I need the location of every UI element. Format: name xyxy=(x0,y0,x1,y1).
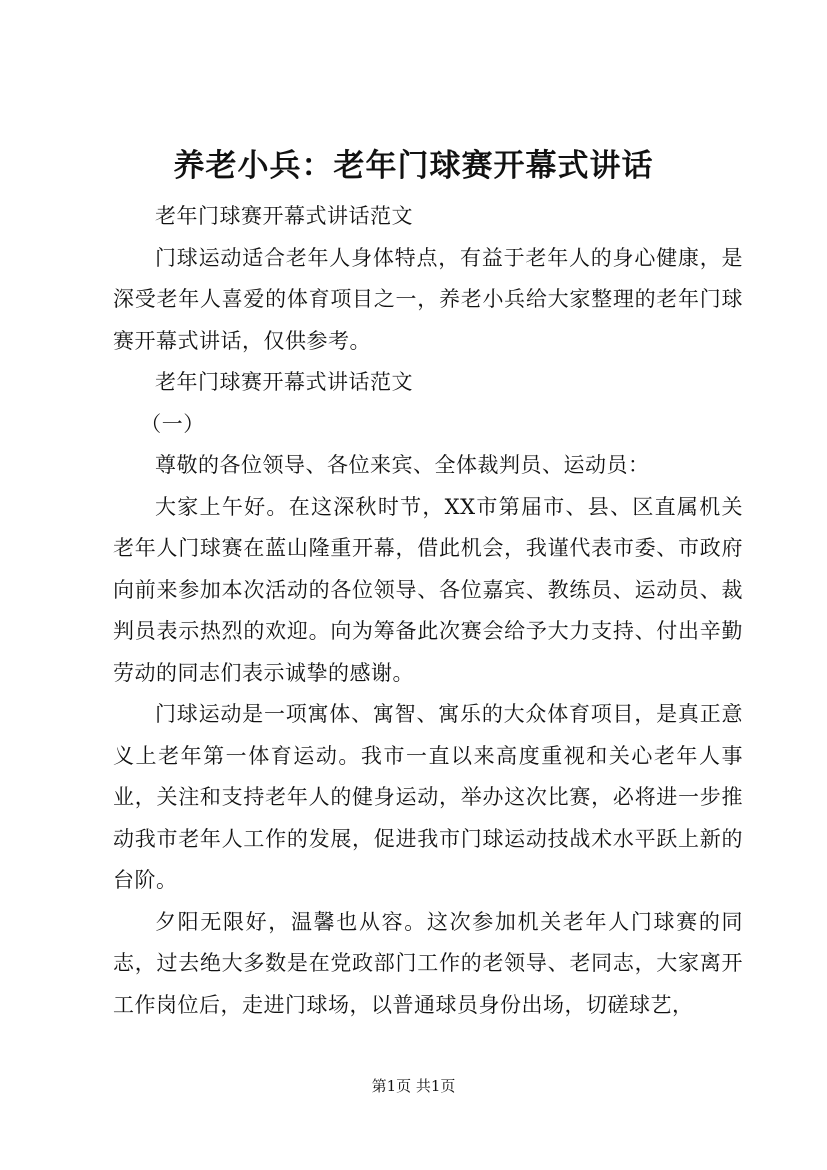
document-body xyxy=(113,196,743,1026)
intro-paragraph: 门球运动适合老年人身体特点，有益于老年人的身心健康，是深受老年人喜爱的体育项目之一，养老小兵给大家整理的老年门球赛开幕式讲话，仅供参考。 xyxy=(113,245,743,353)
body-paragraph: 夕阳无限好，温馨也从容。这次参加机关老年人门球赛的同志，过去绝大多数是在党政部门工作的老领导、老同志，大家离开工作岗位后，走进门球场，以普通球员身份出场，切磋球艺， xyxy=(113,909,743,1017)
document-title: 养老小兵：老年门球赛开幕式讲话 xyxy=(173,148,654,184)
subheading: 老年门球赛开幕式讲话范文 xyxy=(155,204,413,228)
page-footer: 第1页 共1页 xyxy=(371,1077,456,1095)
body-paragraph: 门球运动是一项寓体、寓智、寓乐的大众体育项目，是真正意义上老年第一体育运动。我市一直以来高度重视和关心老年人事业，关注和支持老年人的健身运动，举办这次比赛，必将进一步推动我市老年人工作的发展，促进我市门球运动技战术水平跃上新的台阶。 xyxy=(113,702,743,892)
body-paragraph: 大家上午好。在这深秋时节，XX市第届市、县、区直属机关老年人门球赛在蓝山隆重开幕，借此机会，我谨代表市委、市政府向前来参加本次活动的各位领导、各位嘉宾、教练员、运动员、裁判员表示热烈的欢迎。向为筹备此次赛会给予大力支持、付出辛勤劳动的同志们表示诚挚的感谢。 xyxy=(113,494,743,685)
section-number: （一） xyxy=(140,411,205,436)
subheading: 老年门球赛开幕式讲话范文 xyxy=(155,370,413,394)
salutation: 尊敬的各位领导、各位来宾、全体裁判员、运动员： xyxy=(155,453,650,477)
